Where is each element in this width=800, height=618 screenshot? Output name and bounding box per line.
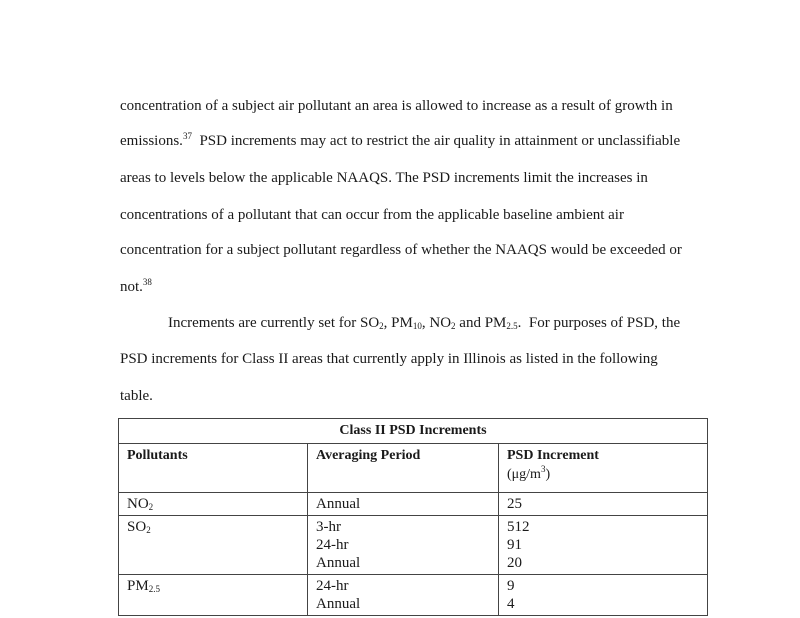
body-text-line [120, 278, 152, 296]
pollutant-name: PM [127, 578, 149, 594]
period-cell [308, 516, 499, 575]
subscript: 2.5 [506, 321, 518, 331]
header-label: Pollutants [127, 448, 188, 463]
increment-cell [499, 493, 708, 516]
subscript: 2 [379, 321, 384, 331]
subscript: 2 [148, 502, 154, 512]
subscript: 10 [412, 321, 422, 331]
text-span: Increments are currently set for SO [168, 315, 380, 331]
pollutant-name: NO [127, 496, 149, 512]
text-span: areas to levels below the applicable NAAQS. The PSD increments limit the increases in [120, 170, 648, 186]
pollutant-cell [119, 493, 308, 516]
unit-text: ) [545, 467, 551, 482]
body-text-line [168, 314, 680, 332]
table-row [119, 575, 708, 616]
increments-table [118, 418, 708, 616]
footnote-ref-38[interactable]: 38 [142, 277, 152, 287]
header-label: Averaging Period [316, 448, 421, 463]
unit-label [507, 464, 699, 483]
increment-value: 91 [507, 537, 522, 553]
text-span: , NO [421, 315, 452, 331]
text-span: not. [120, 279, 143, 295]
text-span: , PM [383, 315, 413, 331]
body-text-line [120, 350, 658, 368]
period-value: Annual [316, 596, 361, 612]
body-text-line [120, 97, 673, 115]
subscript: 2 [451, 321, 456, 331]
period-cell [308, 493, 499, 516]
pollutant-name: SO [127, 519, 147, 535]
period-value: Annual [316, 555, 361, 571]
body-text-line [120, 206, 624, 224]
text-span: PSD increments for Class II areas that currently apply in Illinois as listed in the following [120, 351, 658, 367]
text-span: table. [120, 388, 153, 404]
footnote-ref-37[interactable]: 37 [182, 131, 192, 141]
body-text-line [120, 169, 648, 187]
period-cell [308, 575, 499, 616]
table-caption: Class II PSD Increments [119, 419, 708, 444]
text-span: concentration of a subject air pollutant an area is allowed to increase as a result of growth in [120, 98, 673, 114]
table-header-row [119, 444, 708, 493]
increment-value: 9 [507, 578, 515, 594]
period-value: Annual [316, 496, 361, 512]
table-row [119, 493, 708, 516]
pollutant-cell [119, 575, 308, 616]
unit-text: (μg/m [507, 467, 541, 482]
text-span: emissions. [120, 133, 183, 149]
text-span: concentration for a subject pollutant regardless of whether the NAAQS would be exceeded or [120, 242, 682, 258]
increment-value: 4 [507, 596, 515, 612]
period-value: 24-hr [316, 578, 349, 594]
increment-cell [499, 575, 708, 616]
text-span: . For purposes of PSD, the [517, 315, 681, 331]
header-label: PSD Increment [507, 448, 599, 463]
period-value: 3-hr [316, 519, 341, 535]
header-pollutants [119, 444, 308, 493]
increment-value: 512 [507, 519, 530, 535]
text-span: and PM [455, 315, 507, 331]
subscript: 2.5 [148, 584, 160, 594]
body-text-line [120, 387, 153, 405]
table-caption-row [119, 419, 708, 444]
header-psd-increment [499, 444, 708, 493]
text-span: PSD increments may act to restrict the air quality in attainment or unclassifiable [191, 133, 681, 149]
increment-cell [499, 516, 708, 575]
table-row [119, 516, 708, 575]
subscript: 2 [146, 525, 151, 535]
increment-value: 25 [507, 496, 522, 512]
increment-value: 20 [507, 555, 522, 571]
pollutant-cell [119, 516, 308, 575]
period-value: 24-hr [316, 537, 349, 553]
body-text-line [120, 241, 682, 259]
header-averaging-period [308, 444, 499, 493]
body-text-line [120, 132, 680, 150]
superscript: 3 [540, 464, 546, 474]
text-span: concentrations of a pollutant that can occur from the applicable baseline ambient air [120, 207, 624, 223]
